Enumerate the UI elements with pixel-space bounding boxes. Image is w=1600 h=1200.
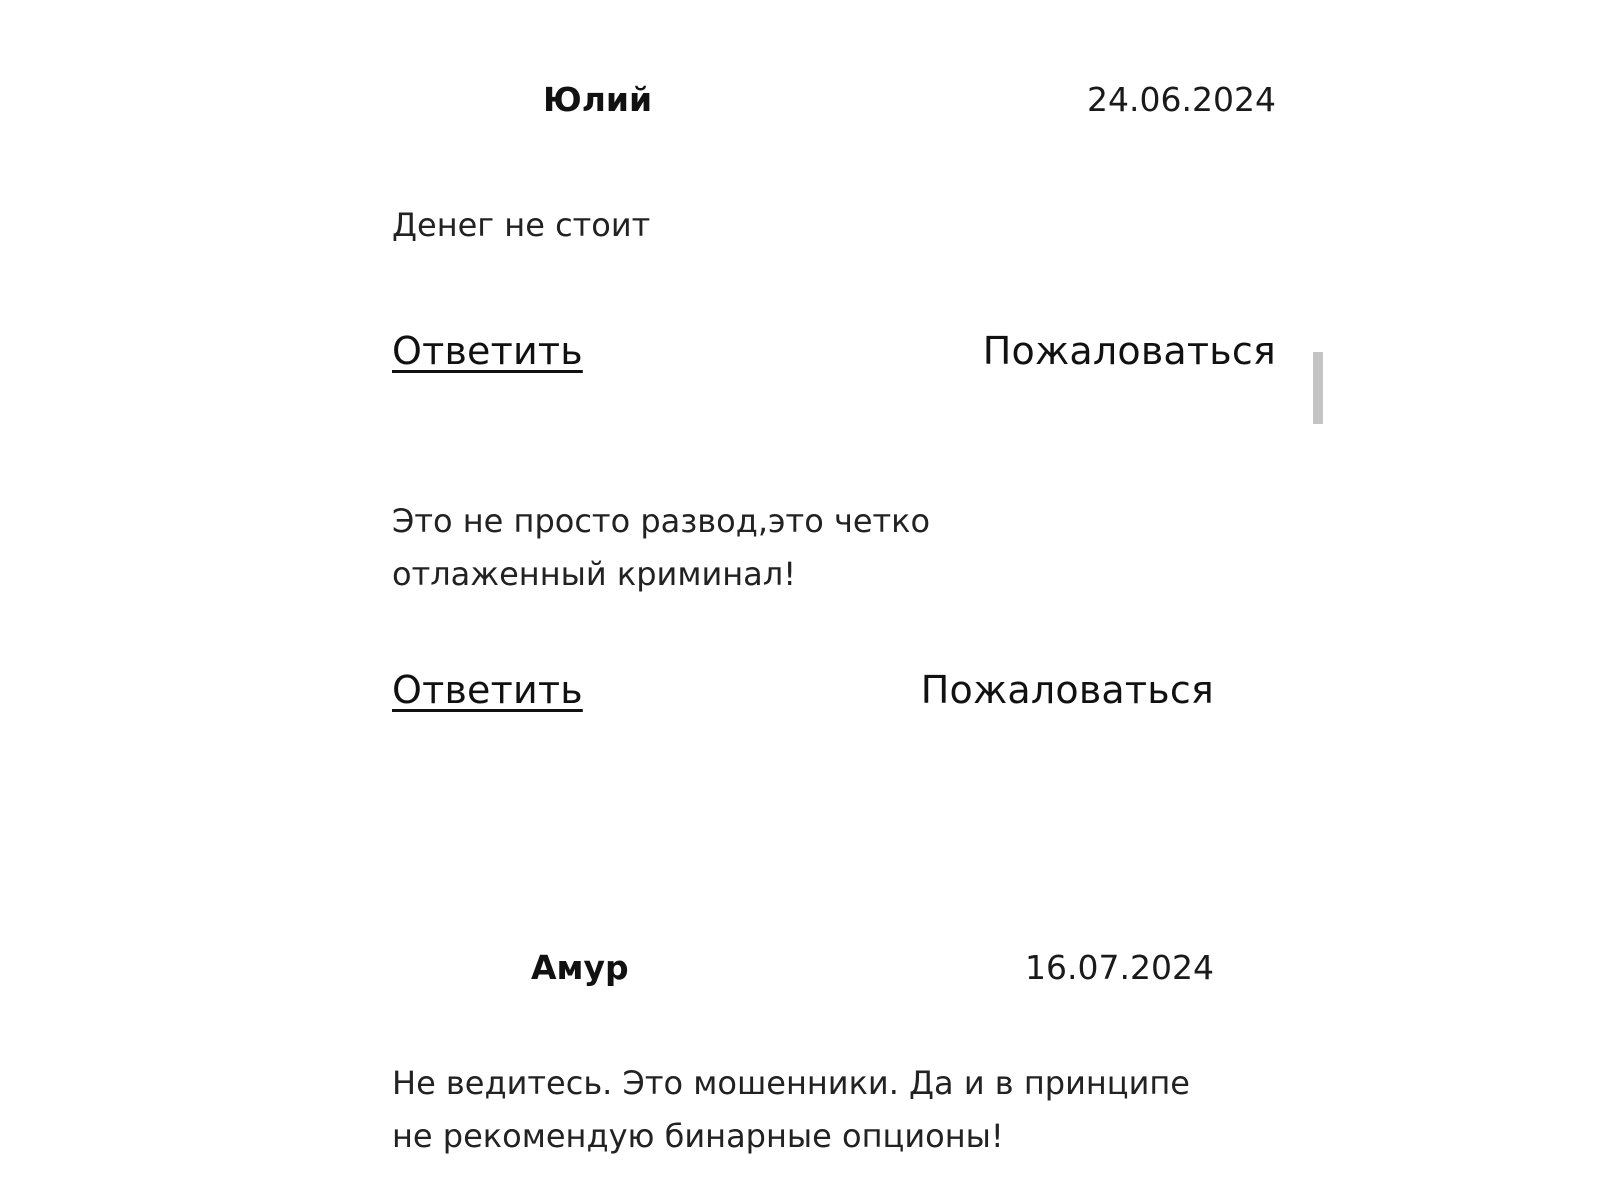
comment-date: 16.07.2024	[1025, 948, 1214, 987]
comment-text: Не ведитесь. Это мошенники. Да и в принципе не рекомендую бинарные опционы!	[392, 1064, 1190, 1155]
comment-text: Это не просто развод,это четко отлаженный криминал!	[392, 502, 931, 593]
report-link[interactable]: Пожаловаться	[920, 668, 1214, 712]
comment-date: 24.06.2024	[1087, 80, 1276, 119]
comment-text: Денег не стоит	[392, 206, 651, 244]
scrollbar-thumb[interactable]	[1313, 352, 1323, 424]
reply-link[interactable]: Ответить	[392, 668, 583, 712]
comment-author: Амур	[531, 948, 629, 987]
comment-author: Юлий	[543, 80, 653, 119]
reply-link[interactable]: Ответить	[392, 329, 583, 373]
report-link[interactable]: Пожаловаться	[982, 329, 1276, 373]
